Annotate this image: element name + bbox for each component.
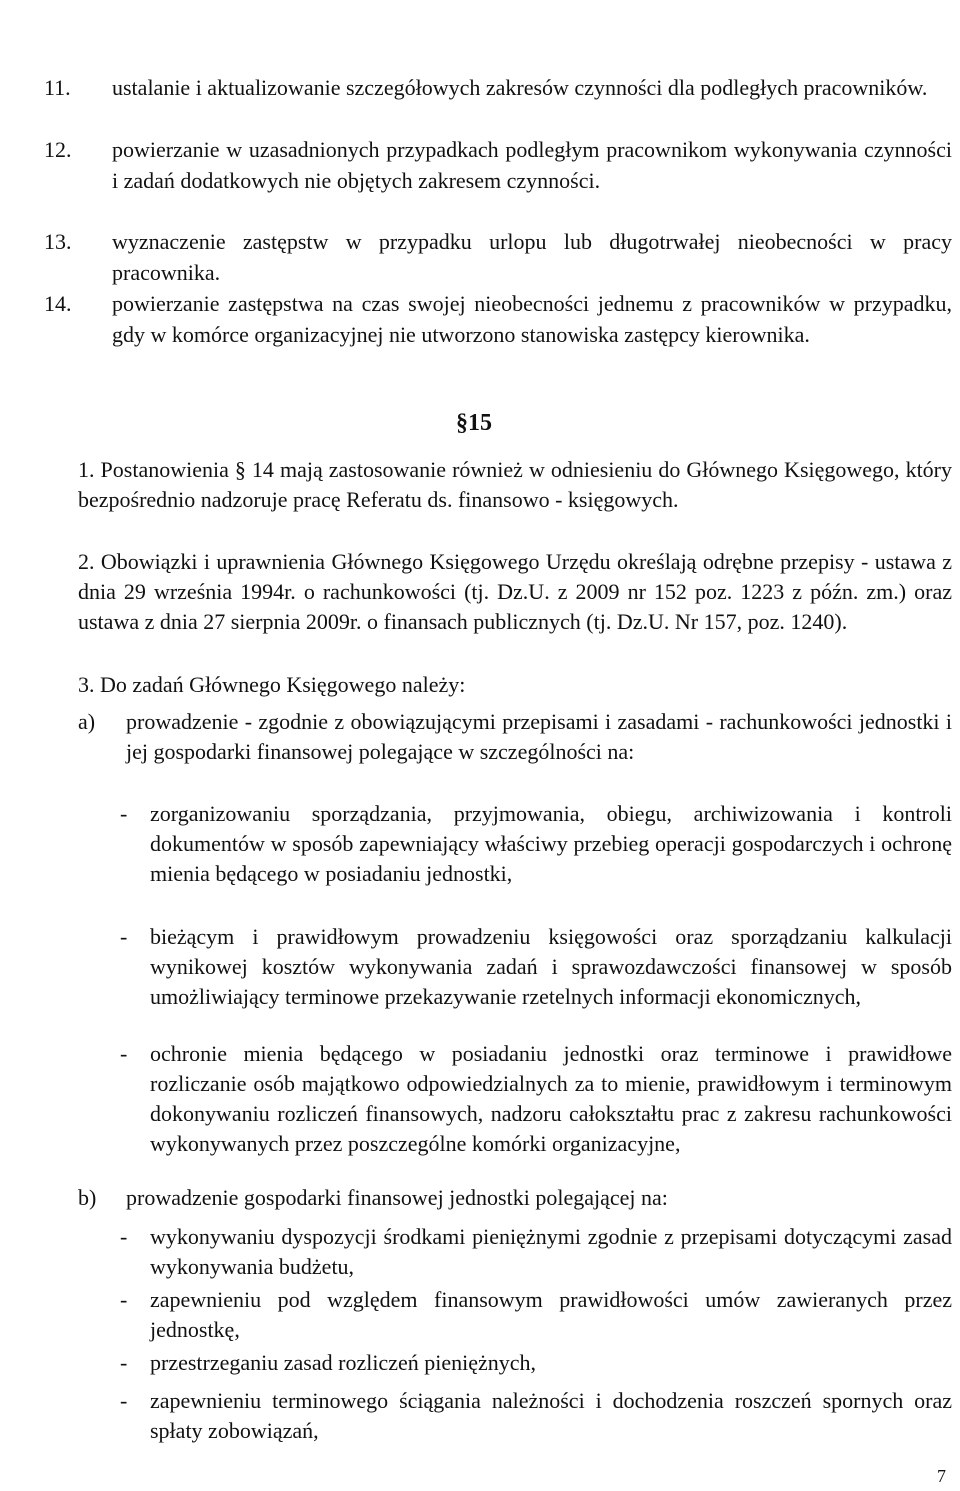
paragraph-number: 3.: [78, 672, 95, 697]
subitem-a-dash-3: - ochronie mienia będącego w posiadaniu jednostki oraz terminowe i prawidłowe rozliczanie osób majątkowo odpowiedzialnych za to mienie, prawidłowym i terminowym dokonywaniu rozliczeń finansowych, nadzoru całokształtu prac z zakresu rachunkowości wykonywanych przez poszczególne komórki organizacyjne,: [120, 1039, 952, 1159]
subitem-a-text: prowadzenie - zgodnie z obowiązującymi przepisami i zasadami - rachunkowości jednostki i jej gospodarki finansowej polegające w szczególności na:: [126, 709, 952, 764]
list-text: powierzanie zastępstwa na czas swojej nieobecności jednemu z pracowników w przypadku, gdy w komórce organizacyjnej nie utworzono stanowiska zastępcy kierownika.: [112, 291, 952, 347]
dash-text: wykonywaniu dyspozycji środkami pieniężnymi zgodnie z przepisami dotyczącymi zasad wykonywania budżetu,: [150, 1224, 952, 1279]
paragraph-1: [78, 455, 952, 515]
subitem-b-label: b): [78, 1185, 97, 1210]
subitem-a-dash-2: - bieżącym i prawidłowym prowadzeniu księgowości oraz sporządzaniu kalkulacji wynikowej kosztów wykonywania zadań i sprawozdawczości finansowej w sposób umożliwiający terminowe przekazywanie rzetelnych informacji ekonomicznych,: [120, 922, 952, 1012]
list-item-12: [44, 134, 952, 196]
list-number: 12.: [44, 137, 72, 162]
paragraph-text: Do zadań Głównego Księgowego należy:: [100, 672, 466, 697]
list-number: 11.: [44, 75, 71, 100]
subitem-b-dash-4: - zapewnieniu terminowego ściągania należności i dochodzenia roszczeń spornych oraz spłaty zobowiązań,: [120, 1386, 952, 1446]
section-number: 15: [468, 410, 492, 436]
list-item-11: [44, 72, 952, 103]
paragraph-number: 1.: [78, 457, 95, 482]
subitem-b-dash-1: - wykonywaniu dyspozycji środkami pieniężnymi zgodnie z przepisami dotyczącymi zasad wykonywania budżetu,: [120, 1222, 952, 1282]
subitem-b-text: prowadzenie gospodarki finansowej jednostki polegającej na:: [126, 1185, 668, 1210]
dash-text: ochronie mienia będącego w posiadaniu jednostki oraz terminowe i prawidłowe rozliczanie osób majątkowo odpowiedzialnych za to mienie, prawidłowym i terminowym dokonywaniu rozliczeń finansowych, nadzoru całokształtu prac z zakresu rachunkowości wykonywanych przez poszczególne komórki organizacyjne,: [150, 1041, 952, 1156]
list-item-14: [44, 288, 952, 350]
section-heading: [456, 410, 492, 437]
paragraph-text: Obowiązki i uprawnienia Głównego Księgowego Urzędu określają odrębne przepisy - ustawa z dnia 29 września 1994r. o rachunkowości (tj. Dz.U. z 2009 nr 152 poz. 1223 z późn. zm.) oraz ustawa z dnia 27 sierpnia 2009r. o finansach publicznych (tj. Dz.U. Nr 157, poz. 1240).: [78, 549, 952, 634]
list-number: 13.: [44, 229, 72, 254]
list-number: 14.: [44, 291, 72, 316]
dash-text: zapewnieniu terminowego ściągania należności i dochodzenia roszczeń spornych oraz spłaty zobowiązań,: [150, 1388, 952, 1443]
list-item-13: [44, 226, 952, 288]
subitem-b-dash-3: - przestrzeganiu zasad rozliczeń pieniężnych,: [120, 1348, 952, 1378]
section-symbol: §: [456, 410, 468, 436]
dash-text: zapewnieniu pod względem finansowym prawidłowości umów zawieranych przez jednostkę,: [150, 1287, 952, 1342]
subitem-b-dash-2: - zapewnieniu pod względem finansowym prawidłowości umów zawieranych przez jednostkę,: [120, 1285, 952, 1345]
list-text: wyznaczenie zastępstw w przypadku urlopu lub długotrwałej nieobecności w pracy pracownika.: [112, 229, 952, 285]
dash-text: zorganizowaniu sporządzania, przyjmowania, obiegu, archiwizowania i kontroli dokumentów w sposób zapewniający właściwy przebieg operacji gospodarczych i ochronę mienia będącego w posiadaniu jednostki,: [150, 801, 952, 886]
list-text: ustalanie i aktualizowanie szczegółowych zakresów czynności dla podległych pracowników.: [112, 75, 928, 100]
list-text: powierzanie w uzasadnionych przypadkach podległym pracownikom wykonywania czynności i zadań dodatkowych nie objętych zakresem czynności.: [112, 137, 952, 193]
paragraph-number: 2.: [78, 549, 95, 574]
paragraph-2: [78, 547, 952, 637]
paragraph-3: [78, 670, 952, 700]
subitem-a-label: a): [78, 709, 96, 734]
page-number: 7: [937, 1466, 946, 1486]
paragraph-text: Postanowienia § 14 mają zastosowanie również w odniesieniu do Głównego Księgowego, który bezpośrednio nadzoruje pracę Referatu ds. finansowo - księgowych.: [78, 457, 953, 512]
dash-text: przestrzeganiu zasad rozliczeń pieniężnych,: [150, 1350, 537, 1375]
dash-text: bieżącym i prawidłowym prowadzeniu księgowości oraz sporządzaniu kalkulacji wynikowej kosztów wykonywania zadań i sprawozdawczości finansowej w sposób umożliwiający terminowe przekazywanie rzetelnych informacji ekonomicznych,: [150, 924, 952, 1009]
subitem-a-dash-1: - zorganizowaniu sporządzania, przyjmowania, obiegu, archiwizowania i kontroli dokumentów w sposób zapewniający właściwy przebieg operacji gospodarczych i ochronę mienia będącego w posiadaniu jednostki,: [120, 799, 952, 889]
